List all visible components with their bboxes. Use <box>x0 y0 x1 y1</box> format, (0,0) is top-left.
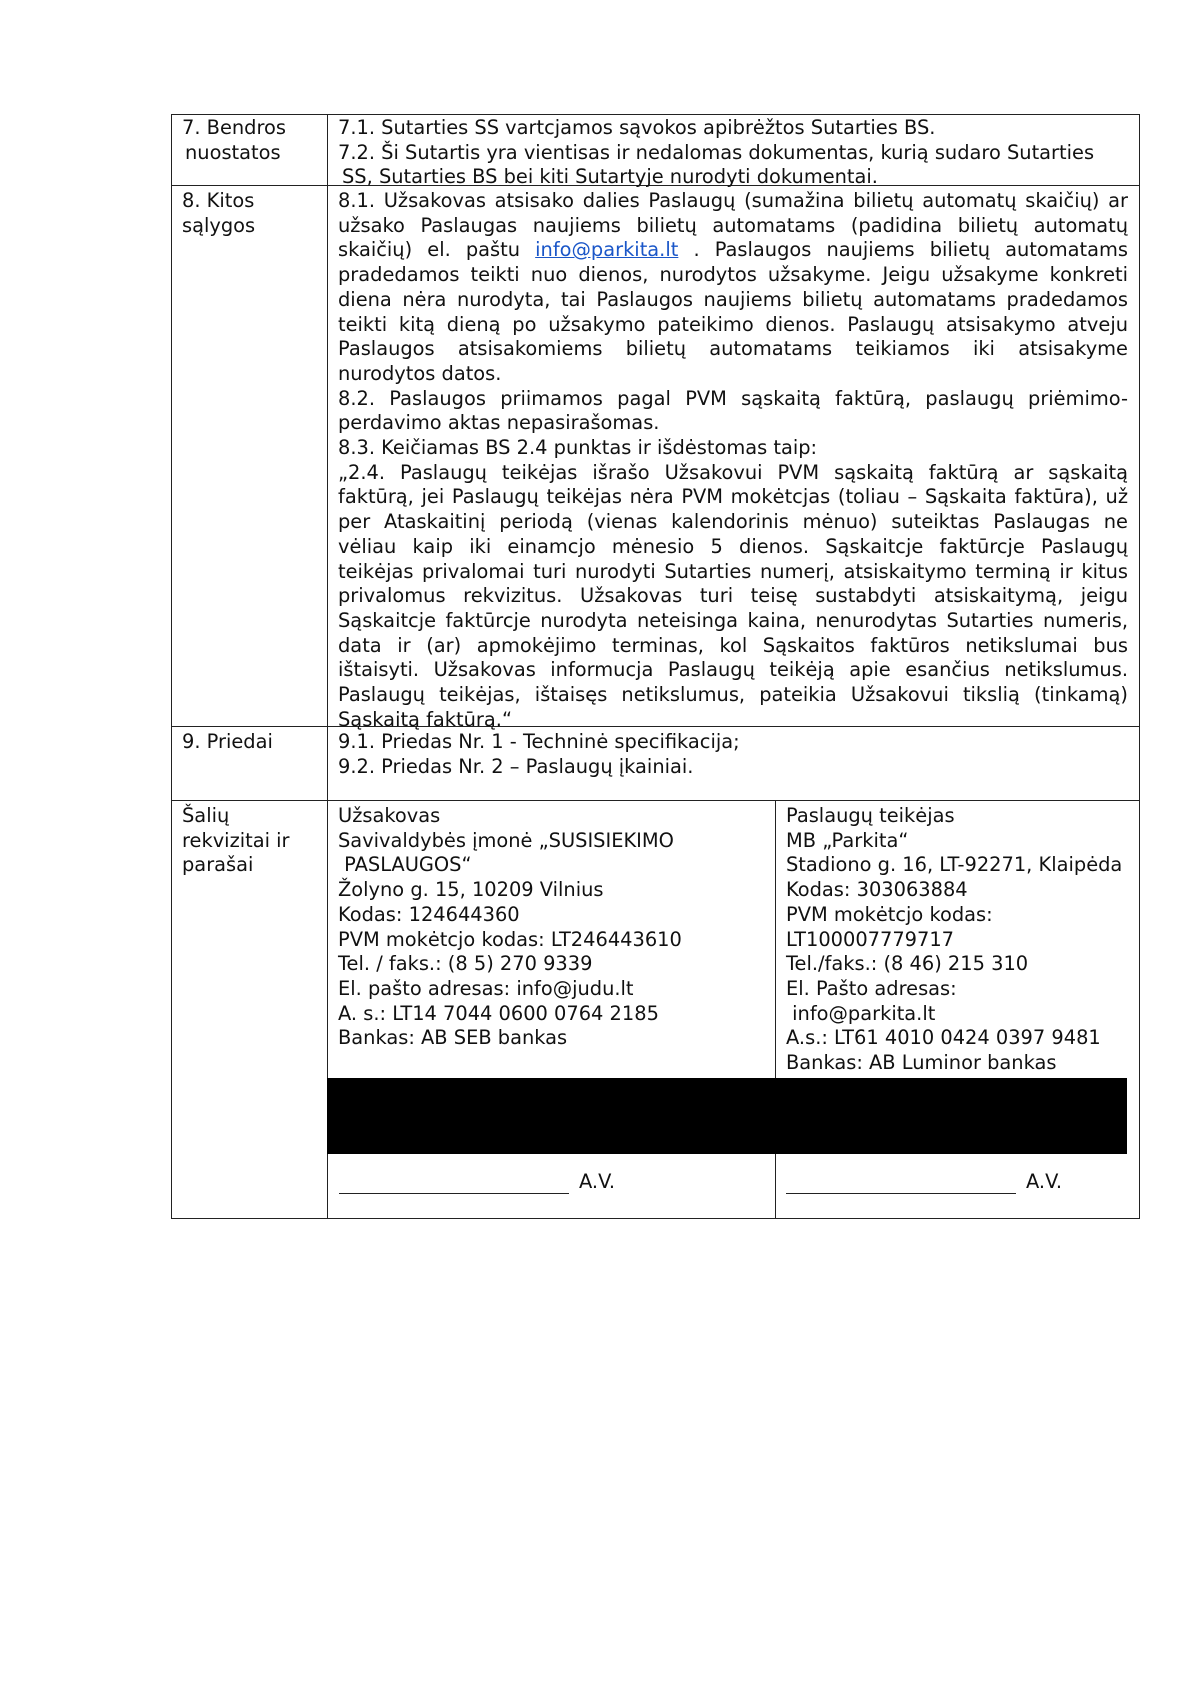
clause-8-1-text: . Paslaugos naujiems bilietų automatams <box>693 238 1128 262</box>
clause-2-4-line: data ir (ar) apmokėjimo terminas, kol Sąskaitos faktūros netikslumai bus <box>338 633 1128 657</box>
clause-7-2-cont: SS, Sutarties BS bei kiti Sutartyje nurodyti dokumentai. <box>342 165 878 189</box>
row-8-label <box>182 189 255 238</box>
clause-2-4-line: Sąskaitcje faktūrcje nurodyta neteisinga kaina, nenurodytas Sutarties numeris, <box>338 608 1128 632</box>
provider-line: LT100007779717 <box>786 927 955 951</box>
client-line: Kodas: 124644360 <box>338 902 520 926</box>
label-line: sąlygos <box>182 213 256 237</box>
provider-stamp-label: A.V. <box>1026 1170 1063 1193</box>
client-line: Tel. / faks.: (8 5) 270 9339 <box>338 952 593 976</box>
clause-7-2: 7.2. Ši Sutartis yra vientisas ir nedalomas dokumentas, kurią sudaro Sutarties <box>338 140 1095 164</box>
clause-8-1-line: užsako Paslaugas naujiems bilietų automatams (padidina bilietų automatų <box>338 213 1128 237</box>
clause-2-4-line: vėliau kaip iki einamcjo mėnesio 5 dienos. Sąskaitcje faktūrcje Paslaugų <box>338 534 1128 558</box>
clause-2-4-line: Sąskaitą faktūrą.“ <box>338 707 512 731</box>
client-line: El. pašto adresas: info@judu.lt <box>338 976 634 1000</box>
row-9-label <box>182 730 273 755</box>
clause-8-1-line: pradedamos teikti nuo dienos, nurodytos užsakyme. Jeigu užsakyme konkreti <box>338 263 1128 287</box>
clause-8-2-line: 8.2. Paslaugos priimamos pagal PVM sąskaitą faktūrą, paslaugų priėmimo- <box>338 386 1128 410</box>
client-line: PASLAUGOS“ <box>338 853 472 877</box>
clause-8-1-line <box>338 238 1128 263</box>
contract-table <box>171 114 1140 1219</box>
clause-2-4-line: Paslaugų teikėjas, ištaisęs netikslumus, pateikia Užsakovui tikslią (tinkamą) <box>338 683 1128 707</box>
label-line: 8. Kitos <box>182 189 255 212</box>
clause-7-1: 7.1. Sutarties SS vartcjamos sąvokos apibrėžtos Sutarties BS. <box>338 116 936 139</box>
clause-2-4-line: ištaisyti. Užsakovas informucja Paslaugų teikėją apie esančius netikslumus. <box>338 658 1128 682</box>
provider-line: PVM mokėtcjo kodas: <box>786 902 993 926</box>
row-9-content <box>338 730 740 779</box>
client-stamp-label: A.V. <box>579 1170 616 1193</box>
client-signature-line <box>339 1193 569 1194</box>
label-line: 9. Priedai <box>182 730 273 753</box>
clause-8-1-line: Paslaugos atsisakomiems bilietų automatams teikiamos iki atsisakyme <box>338 337 1128 361</box>
clause-8-1-text: skaičių) el. paštu <box>338 238 521 262</box>
label-line: 7. Bendros <box>182 116 287 139</box>
clause-2-4-line: teikėjas privalomai turi nurodyti Sutarties numerį, atsiskaitymo terminą ir kitus <box>338 559 1128 583</box>
provider-line: Tel./faks.: (8 46) 215 310 <box>786 952 1029 976</box>
clause-2-4-line: faktūrą, jei Paslaugų teikėjas nėra PVM mokėtcjas (toliau – Sąskaita faktūra), už <box>338 485 1128 509</box>
provider-line: A.s.: LT61 4010 0424 0397 9481 <box>786 1026 1101 1050</box>
client-line: A. s.: LT14 7044 0600 0764 2185 <box>338 1001 659 1025</box>
provider-line: Kodas: 303063884 <box>786 878 968 902</box>
label-line: nuostatos <box>185 140 281 164</box>
provider-line: Stadiono g. 16, LT-92271, Klaipėda <box>786 853 1123 877</box>
clause-2-4-line: „2.4. Paslaugų teikėjas išrašo Užsakovui PVM sąskaitą faktūrą ar sąskaitą <box>338 460 1128 484</box>
clause-8-1-line: nurodytos datos. <box>338 361 502 385</box>
annex-2: 9.2. Priedas Nr. 2 – Paslaugų įkainiai. <box>338 754 694 778</box>
provider-line: Bankas: AB Luminor bankas <box>786 1051 1057 1075</box>
provider-line: El. Pašto adresas: <box>786 976 957 1000</box>
provider-line: MB „Parkita“ <box>786 828 909 852</box>
clause-8-2-line: perdavimo aktas nepasirašomas. <box>338 411 660 435</box>
provider-details <box>786 804 1122 1076</box>
provider-line: Paslaugų teikėjas <box>786 804 955 827</box>
email-link[interactable]: info@parkita.lt <box>535 238 679 262</box>
clause-2-4-line: per Ataskaitinį periodą (vienas kalendorinis mėnuo) suteiktas Paslaugas ne <box>338 510 1128 534</box>
clause-8-3-line: 8.3. Keičiamas BS 2.4 punktas ir išdėstomas taip: <box>338 436 818 460</box>
clause-2-4-line: privalomus rekvizitus. Užsakovas turi teisę sustabdyti atsiskaitymą, jeigu <box>338 584 1128 608</box>
provider-line: info@parkita.lt <box>786 1001 936 1025</box>
clause-8-1-line: diena nėra nurodyta, tai Paslaugos naujiems bilietų automatams pradedamos <box>338 287 1128 311</box>
client-line: Žolyno g. 15, 10209 Vilnius <box>338 878 604 902</box>
label-line: parašai <box>182 853 254 877</box>
client-line: Užsakovas <box>338 804 441 827</box>
client-line: PVM mokėtcjo kodas: LT246443610 <box>338 927 682 951</box>
client-line: Bankas: AB SEB bankas <box>338 1026 568 1050</box>
clause-8-1-line: 8.1. Užsakovas atsisako dalies Paslaugų (sumažina bilietų automatų skaičių) ar <box>338 189 1128 212</box>
client-details <box>338 804 682 1051</box>
client-line: Savivaldybės įmonė „SUSISIEKIMO <box>338 828 674 852</box>
label-line: Šalių <box>182 804 230 827</box>
label-line: rekvizitai ir <box>182 828 290 852</box>
annex-1: 9.1. Priedas Nr. 1 - Techninė specifikacija; <box>338 730 740 753</box>
provider-signature-line <box>786 1193 1016 1194</box>
redacted-signatures <box>327 1078 1127 1154</box>
row-7-label <box>182 116 286 165</box>
clause-8-1-line: teikti kitą dieną po užsakymo pateikimo dienos. Paslaugų atsisakymo atveju <box>338 312 1128 336</box>
row-7-content <box>338 116 1094 190</box>
row-10-label <box>182 804 290 878</box>
